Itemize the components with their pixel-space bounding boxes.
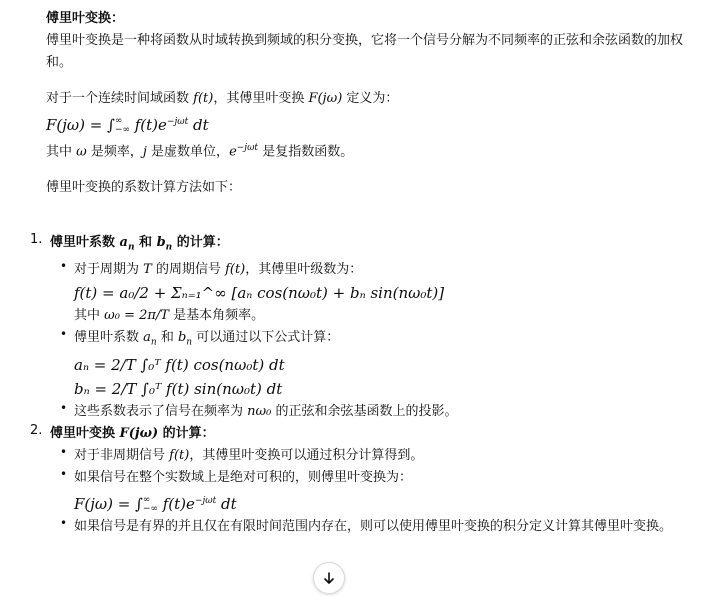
list-item-2: 2. 傅里叶变换 F(jω) 的计算： • 对于非周期信号 f(t)，其傅里叶变换可以通过积分计算得到。 • 如果信号在整个实数域上是绝对可积的，则傅里叶变换为： F(jω) = ∫ ∞ −∞ $f(t)e^{-j\omega t}$ dt • 如果信号是有界的并且仅在有限时间范围内存在，则可以使用傅里叶变换的积分定义计算其傅里叶变换。	[30, 423, 690, 538]
fourier-transform-formula-2: F(jω) = ∫ ∞ −∞ $f(t)e^{-j\omega t}$ dt	[74, 495, 237, 515]
document-body	[46, 8, 686, 199]
bullet-item: • 傅里叶系数 $a_n$ 和 $b_n$ 可以通过以下公式计算： aₙ = 2/T ∫₀ᵀ f(t) cos(nω₀t) dt bₙ = 2/T ∫₀ᵀ f(t) sin(nω₀t) dt	[60, 327, 690, 402]
bullet-item: • 如果信号是有界的并且仅在有限时间范围内存在，则可以使用傅里叶变换的积分定义计算其傅里叶变换。	[60, 516, 673, 535]
math-F-jw: F(jω)	[308, 91, 343, 106]
section2-title: 傅里叶变换 F(jω) 的计算：	[50, 426, 215, 442]
fourier-transform-formula: F(jω) = ∫ ∞ −∞ $f(t)e^{-j\omega t}$ dt	[46, 116, 209, 135]
definition-lead: 对于一个连续时间域函数 f(t)，其傅里叶变换 F(jω) 定义为：	[46, 91, 399, 106]
bullet-dot-icon: •	[60, 445, 68, 460]
bullet-dot-icon: •	[60, 326, 68, 341]
section1-title: 傅里叶系数 $a_n$ 和 $b_n$ 的计算：	[50, 235, 229, 253]
math-f-t: f(t)	[193, 91, 214, 106]
bullet-dot-icon: •	[60, 467, 68, 482]
bullet-item: • 这些系数表示了信号在频率为 nω₀ 的正弦和余弦基函数上的投影。	[60, 401, 458, 420]
bullet-item: • 对于非周期信号 f(t)，其傅里叶变换可以通过积分计算得到。	[60, 445, 424, 464]
list-item-1: 1. 傅里叶系数 $a_n$ 和 $b_n$ 的计算： • 对于周期为 T 的周期信号 f(t)，其傅里叶级数为： f(t) = a₀/2 + Σₙ₌₁^∞ [aₙ cos(nω₀t) + bₙ sin(nω₀t)] 其中 ω₀ = 2π/T 是基本角频率。 • 傅里叶系数 $a_n$ 和 $b_n$ 可以通过以下公式计算： aₙ = 2/T ∫₀ᵀ f(t) cos(nω₀t) dt bₙ = 2/T ∫₀ᵀ f(t) sin(nω₀t) dt • 这些系数表示了信号在频率为 nω₀ 的正弦和余弦基函数上的投影。	[30, 232, 690, 423]
bullet-dot-icon: •	[60, 401, 68, 416]
bullet-dot-icon: •	[60, 258, 68, 273]
intro-paragraph: 傅里叶变换是一种将函数从时域转换到频域的积分变换，它将一个信号分解为不同频率的正弦和余弦函数的加权和。	[46, 33, 684, 70]
bullet-item: • 如果信号在整个实数域上是绝对可积的，则傅里叶变换为： F(jω) = ∫ ∞ −∞ $f(t)e^{-j\omega t}$ dt	[60, 467, 690, 516]
scroll-down-button[interactable]	[313, 562, 345, 594]
bullet-dot-icon: •	[60, 516, 68, 531]
definition-note: 其中 ω 是频率，j 是虚数单位，$e^{-j\omega t}$ 是复指数函数。	[46, 143, 354, 160]
arrow-down-icon	[322, 571, 336, 585]
bn-formula: bₙ = 2/T ∫₀ᵀ f(t) sin(nω₀t) dt	[74, 380, 283, 399]
ordered-list	[30, 232, 690, 538]
bullet-item: • 对于周期为 T 的周期信号 f(t)，其傅里叶级数为： f(t) = a₀/2 + Σₙ₌₁^∞ [aₙ cos(nω₀t) + bₙ sin(nω₀t)] 其中 ω₀ = 2π/T 是基本角频率。	[60, 259, 690, 327]
method-intro: 傅里叶变换的系数计算方法如下：	[46, 180, 242, 196]
an-formula: aₙ = 2/T ∫₀ᵀ f(t) cos(nω₀t) dt	[74, 356, 285, 375]
section-heading: 傅里叶变换：	[46, 11, 125, 26]
fourier-series-formula: f(t) = a₀/2 + Σₙ₌₁^∞ [aₙ cos(nω₀t) + bₙ sin(nω₀t)]	[74, 283, 445, 302]
